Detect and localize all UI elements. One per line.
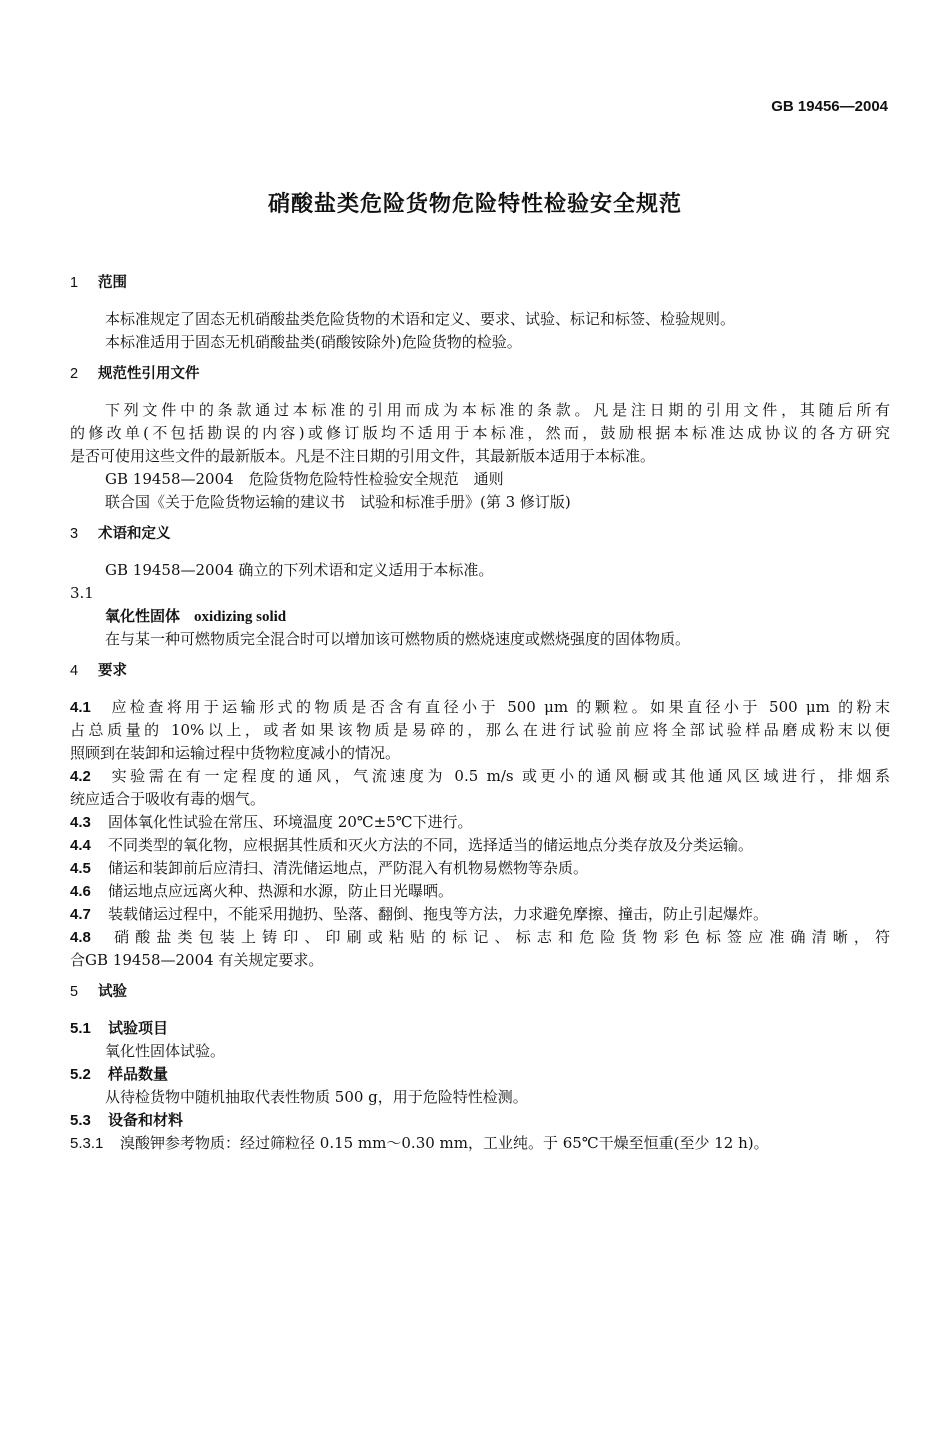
term-entry bbox=[70, 605, 890, 628]
clause-line: 照顾到在装卸和运输过程中货物粒度减小的情况。 bbox=[70, 744, 401, 762]
clause-text: 固体氧化性试验在常压、环境温度 20℃±5℃下进行。 bbox=[108, 813, 473, 831]
document-title: 硝酸盐类危险货物危险特性检验安全规范 bbox=[267, 192, 682, 217]
clause-number: 4.8 bbox=[70, 929, 91, 946]
clause-text: 装载储运过程中，不能采用抛扔、坠落、翻倒、拖曳等方法，力求避免摩擦、撞击，防止引起爆炸。 bbox=[108, 905, 769, 923]
section-3-heading bbox=[70, 523, 890, 546]
term-definition: 在与某一种可燃物质完全混合时可以增加该可燃物质的燃烧速度或燃烧强度的固体物质。 bbox=[105, 630, 691, 648]
term-english: oxidizing solid bbox=[194, 609, 287, 625]
clause-number: 5.3 bbox=[70, 1112, 91, 1129]
clause-text: 储运地点应远离火种、热源和水源，防止日光曝晒。 bbox=[108, 882, 454, 900]
paragraph: 本标准适用于固态无机硝酸盐类(硝酸铵除外)危险货物的检验。 bbox=[105, 333, 522, 351]
paragraph-line: 是否可使用这些文件的最新版本。凡是不注日期的引用文件，其最新版本适用于本标准。 bbox=[70, 447, 656, 465]
section-title: 术语和定义 bbox=[98, 526, 171, 542]
clause-text: 储运和装卸前后应清扫、清洗储运地点，严防混入有机物易燃物等杂质。 bbox=[108, 859, 589, 877]
paragraph: 从待检货物中随机抽取代表性物质 500 g，用于危险特性检测。 bbox=[105, 1088, 528, 1106]
clause-number: 4.5 bbox=[70, 860, 91, 877]
paragraph-line: 的修改单(不包括勘误的内容)或修订版均不适用于本标准，然而，鼓励根据本标准达成协议的各方研究 bbox=[70, 424, 890, 442]
clause-number: 4.1 bbox=[70, 699, 91, 716]
clause-line: 占总质量的 10%以上，或者如果该物质是易碎的，那么在进行试验前应将全部试验样品磨成粉末以便 bbox=[70, 721, 890, 739]
clause-line bbox=[70, 765, 890, 788]
clause-line bbox=[70, 880, 890, 903]
section-4-heading bbox=[70, 660, 890, 683]
subsection-title: 设备和材料 bbox=[108, 1111, 184, 1129]
subsection-title: 试验项目 bbox=[108, 1019, 169, 1037]
paragraph: 氧化性固体试验。 bbox=[105, 1042, 226, 1060]
paragraph: GB 19458—2004 确立的下列术语和定义适用于本标准。 bbox=[105, 561, 494, 579]
clause-number: 4.3 bbox=[70, 814, 91, 831]
clause-text: 硝酸盐类包装上铸印、印刷或粘贴的标记、标志和危险货物彩色标签应准确清晰，符 bbox=[108, 928, 890, 946]
clause-line bbox=[70, 834, 890, 857]
reference-item: 联合国《关于危险货物运输的建议书 试验和标准手册》(第 3 修订版) bbox=[105, 493, 571, 511]
reference-item: GB 19458—2004 危险货物危险特性检验安全规范 通则 bbox=[105, 470, 504, 488]
clause-line bbox=[70, 857, 890, 880]
document-body bbox=[70, 272, 890, 1155]
clause-line bbox=[70, 696, 890, 719]
clause-line bbox=[70, 811, 890, 834]
section-title: 范围 bbox=[98, 275, 127, 291]
clause-line bbox=[70, 903, 890, 926]
section-number: 5 bbox=[70, 984, 79, 1000]
clause-text: 应检查将用于运输形式的物质是否含有直径小于 500 μm 的颗粒。如果直径小于 500 μm 的粉末 bbox=[108, 698, 890, 716]
clause-number: 4.2 bbox=[70, 768, 91, 785]
clause-line bbox=[70, 926, 890, 949]
clause-line: 合GB 19458—2004 有关规定要求。 bbox=[70, 951, 324, 969]
section-title: 要求 bbox=[98, 663, 127, 679]
section-title: 规范性引用文件 bbox=[98, 366, 200, 382]
clause-text: 实验需在有一定程度的通风，气流速度为 0.5 m/s 或更小的通风橱或其他通风区域进行，排烟系 bbox=[108, 767, 890, 785]
section-number: 1 bbox=[70, 275, 79, 291]
subsection-heading bbox=[70, 1017, 890, 1040]
section-2-heading bbox=[70, 363, 890, 386]
clause-number: 4.6 bbox=[70, 883, 91, 900]
subsection-title: 样品数量 bbox=[108, 1065, 169, 1083]
subsection-heading bbox=[70, 1109, 890, 1132]
clause-number: 5.1 bbox=[70, 1020, 91, 1037]
clause-number: 5.3.1 bbox=[70, 1135, 104, 1152]
clause-text: 溴酸钾参考物质：经过筛粒径 0.15 mm～0.30 mm，工业纯。于 65℃干燥至恒重(至少 12 h)。 bbox=[120, 1134, 769, 1152]
clause-number: 5.2 bbox=[70, 1066, 91, 1083]
section-number: 3 bbox=[70, 526, 79, 542]
clause-line bbox=[70, 1132, 890, 1155]
subsection-heading bbox=[70, 1063, 890, 1086]
clause-text: 不同类型的氧化物，应根据其性质和灭火方法的不同，选择适当的储运地点分类存放及分类运输。 bbox=[108, 836, 754, 854]
section-1-heading bbox=[70, 272, 890, 295]
section-number: 4 bbox=[70, 663, 79, 679]
section-number: 2 bbox=[70, 366, 79, 382]
clause-line: 统应适合于吸收有毒的烟气。 bbox=[70, 790, 266, 808]
section-5-heading bbox=[70, 981, 890, 1004]
paragraph: 本标准规定了固态无机硝酸盐类危险货物的术语和定义、要求、试验、标记和标签、检验规则。 bbox=[105, 310, 736, 328]
clause-number: 4.7 bbox=[70, 906, 91, 923]
term-chinese: 氧化性固体 bbox=[105, 607, 181, 625]
section-title: 试验 bbox=[98, 984, 127, 1000]
clause-number: 3.1 bbox=[70, 584, 94, 602]
clause-number: 4.4 bbox=[70, 837, 91, 854]
standard-code: GB 19456—2004 bbox=[771, 98, 888, 115]
paragraph-line: 下列文件中的条款通过本标准的引用而成为本标准的条款。凡是注日期的引用文件，其随后所有 bbox=[105, 401, 890, 419]
